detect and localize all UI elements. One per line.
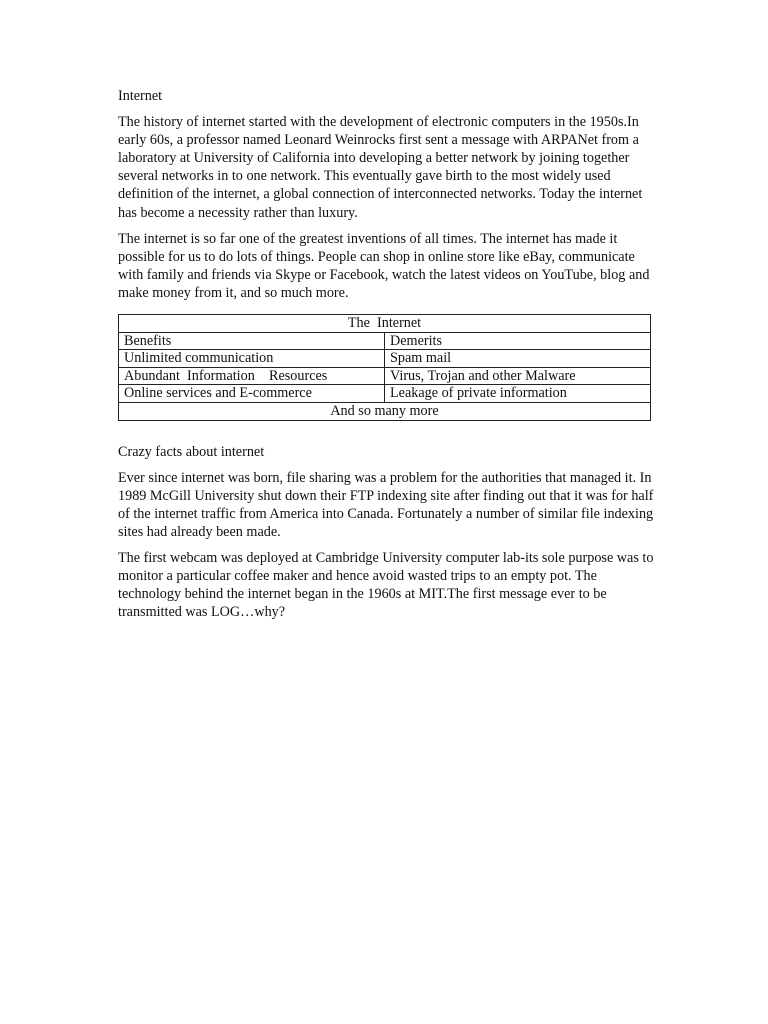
- table-cell-benefit: Unlimited communication: [119, 350, 385, 368]
- facts-paragraph-file-sharing: Ever since internet was born, file sharing was a problem for the authorities that managed it. In 1989 McGill University shut down their FTP indexing site after finding out that it was for half of the internet traffic from America into Canada. Fortunately a number of similar file indexing sites had already been made.: [118, 469, 654, 540]
- column-header-benefits: Benefits: [119, 332, 385, 350]
- table-cell-demerit: Spam mail: [385, 350, 651, 368]
- column-header-demerits: Demerits: [385, 332, 651, 350]
- table-title: The Internet: [119, 315, 651, 333]
- table-header-row: [119, 332, 651, 350]
- intro-paragraph-inventions: The internet is so far one of the greatest inventions of all times. The internet has made it possible for us to do lots of things. People can shop in online store like eBay, communicate with family and friends via Skype or Facebook, watch the latest videos on YouTube, blog and make money from it, and so much more.: [118, 230, 650, 301]
- table-row: [119, 367, 651, 385]
- document-page: [118, 87, 658, 629]
- table-footer-row: [119, 403, 651, 421]
- document-title: Internet: [118, 88, 163, 104]
- table-row: [119, 350, 651, 368]
- table-title-row: [119, 315, 651, 333]
- facts-paragraph-webcam: The first webcam was deployed at Cambridge University computer lab-its sole purpose was to monitor a particular coffee maker and hence avoid wasted trips to an empty pot. The technology behind the internet began in the 1960s at MIT.The first message ever to be transmitted was LOG…why?: [118, 550, 654, 621]
- table-cell-benefit: Online services and E-commerce: [119, 385, 385, 403]
- table-cell-benefit: Abundant Information Resources: [119, 367, 385, 385]
- table-cell-demerit: Leakage of private information: [385, 385, 651, 403]
- table-footer: And so many more: [119, 403, 651, 421]
- facts-heading: Crazy facts about internet: [118, 443, 265, 460]
- benefits-demerits-table: [118, 314, 651, 421]
- table-cell-demerit: Virus, Trojan and other Malware: [385, 367, 651, 385]
- table-row: [119, 385, 651, 403]
- intro-paragraph-history: The history of internet started with the development of electronic computers in the 1950s.In early 60s, a professor named Leonard Weinrocks first sent a message with ARPANet from a laboratory at University of California into developing a better network by joining together several networks in to one network. This eventually gave birth to the most widely used definition of the internet, a global connection of interconnected networks. Today the internet has become a necessity rather than luxury.: [118, 114, 643, 221]
